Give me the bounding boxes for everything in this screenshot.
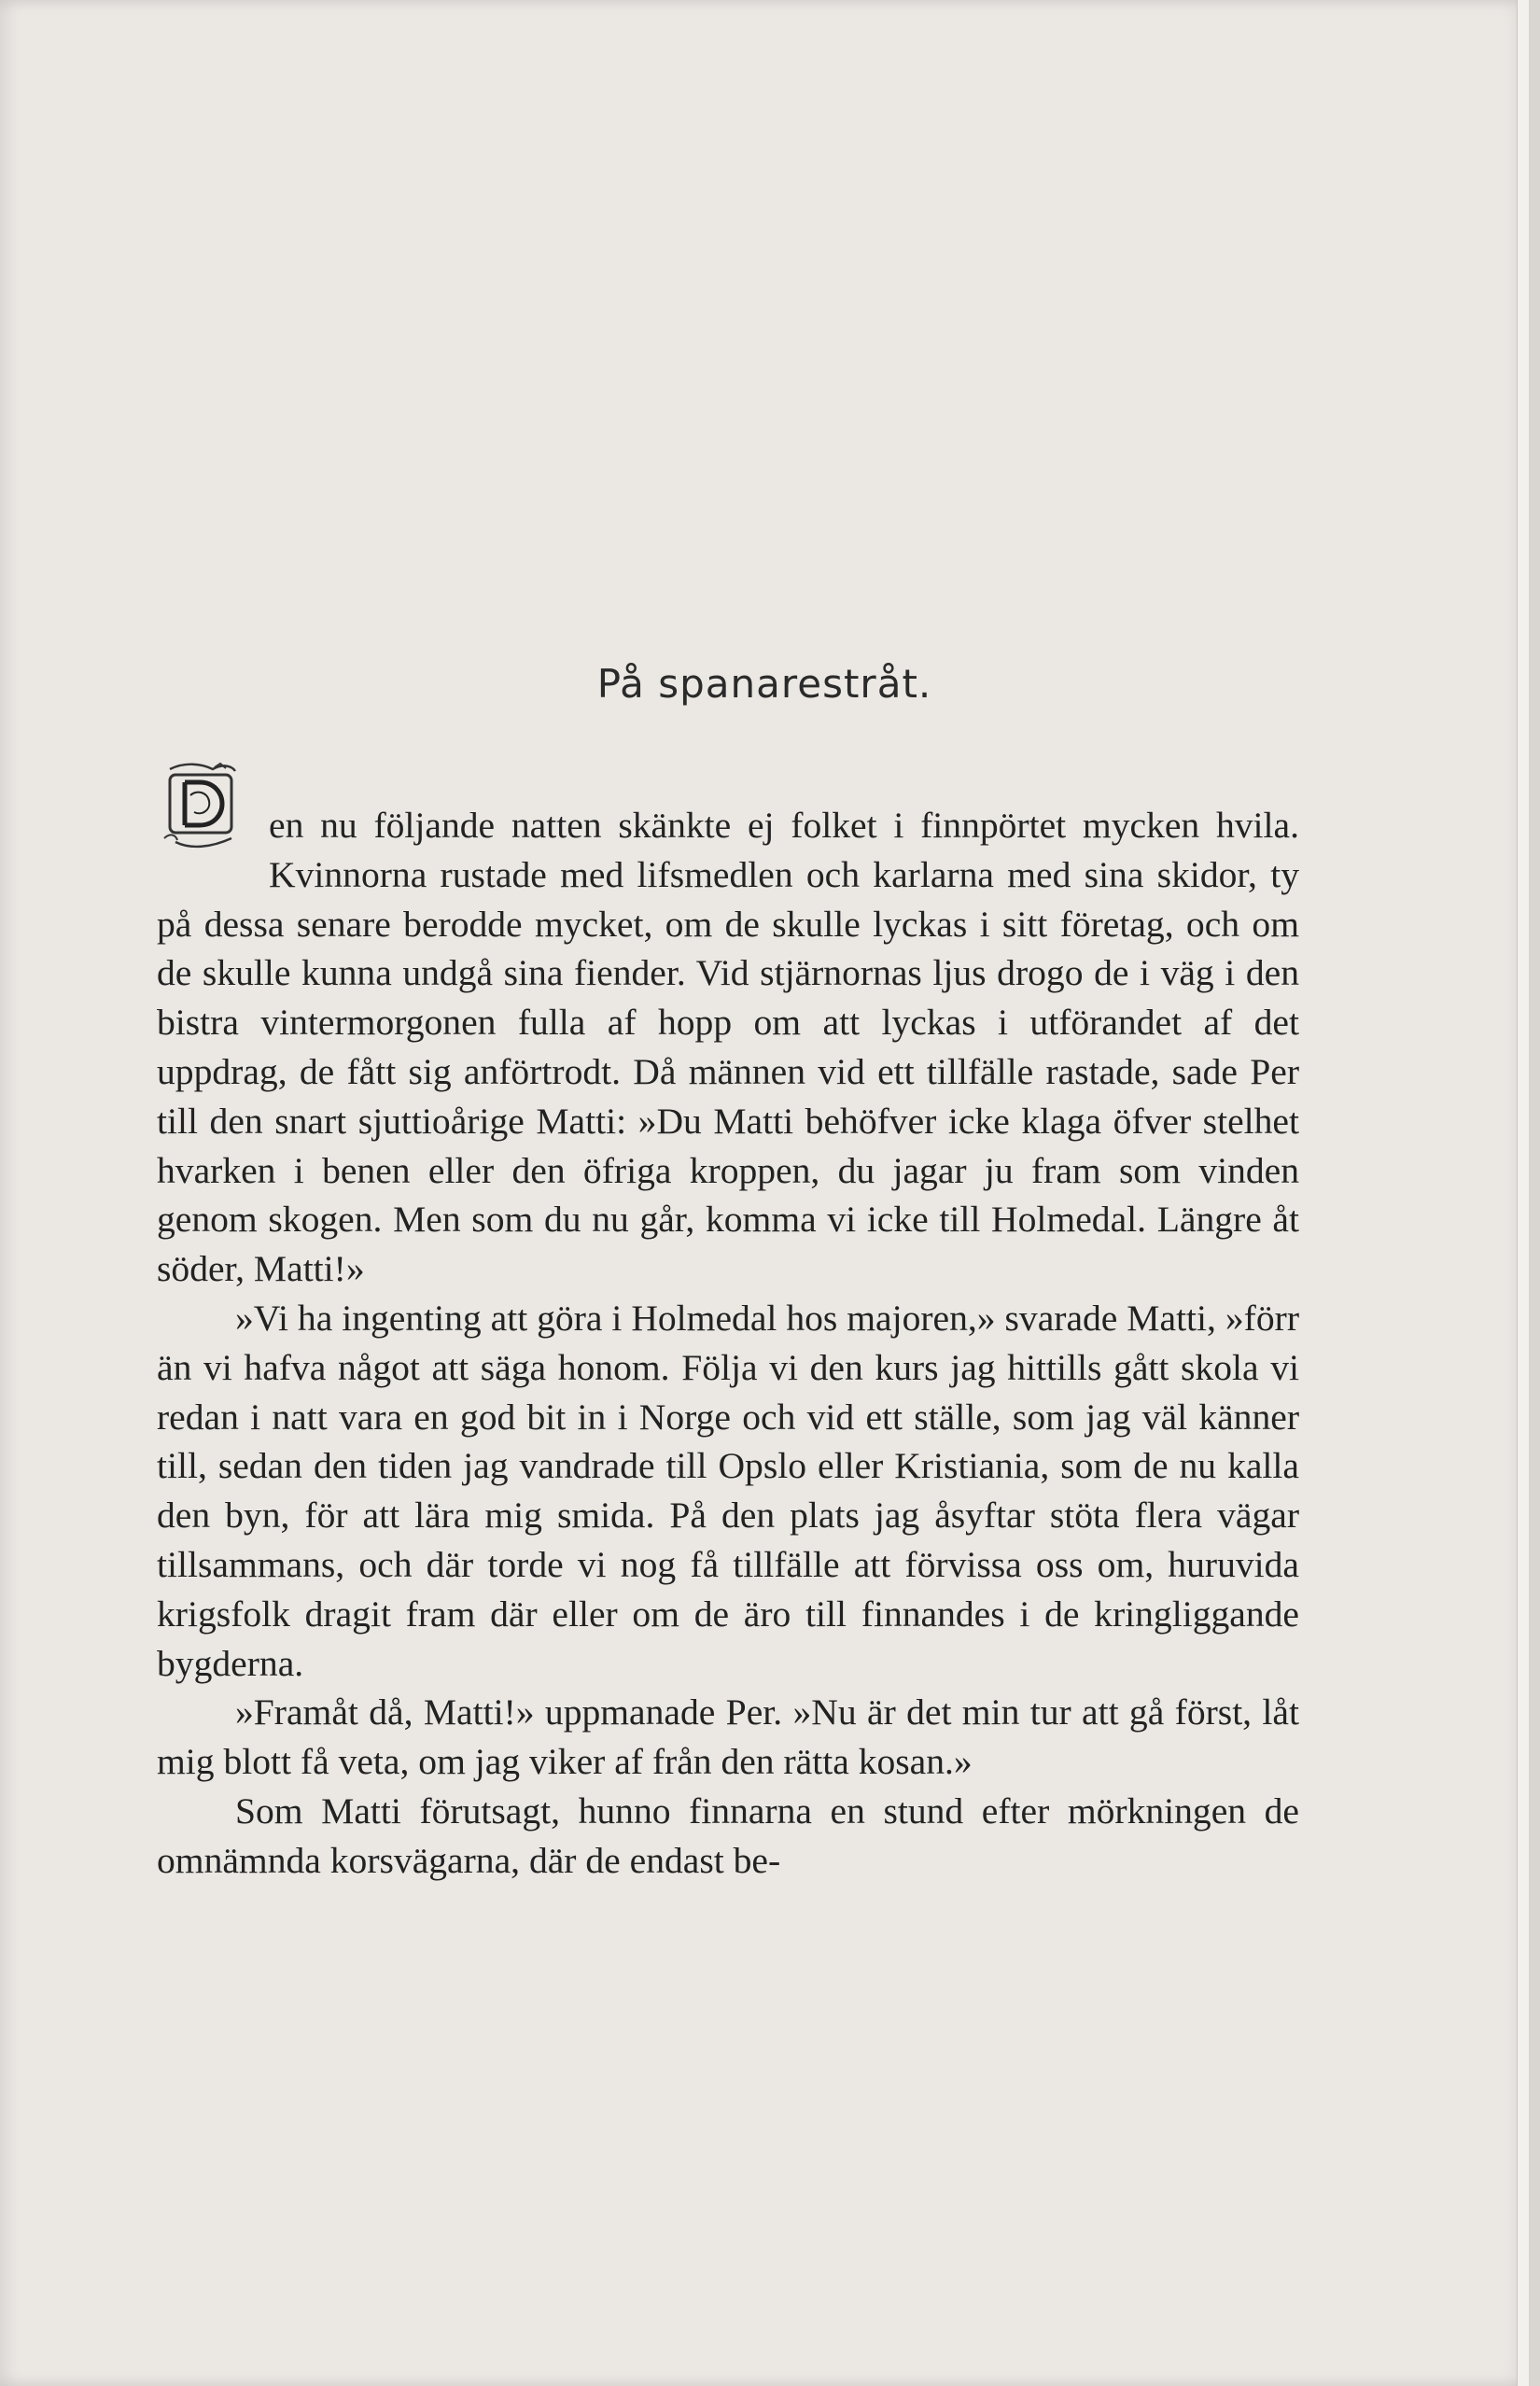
paragraph-3: »Framåt då, Matti!» uppmanade Per. »Nu är det min tur att gå först, låt mig blott få veta, om jag viker af från den rätta kosan.» xyxy=(157,1691,1299,1783)
chapter-title: På spanarestråt. xyxy=(596,661,932,707)
page-edge xyxy=(1517,0,1529,2386)
paragraph-2: »Vi ha ingenting att göra i Holmedal hos majoren,» svarade Matti, »förr än vi hafva något att säga honom. Följa vi den kurs jag hittills gått skola vi redan i natt vara en god bit in i Norge och vid ett ställe, som jag väl känner till, sedan den tiden jag vandrade till Opslo eller Kristiania, som de nu kalla den byn, för att lära mig smida. På den plats jag åsyftar stöta flera vägar tillsammans, och där torde vi nog få tillfälle att förvissa oss om, huruvida krigsfolk dragit fram där eller om de äro till finnandes i de kringliggande bygderna. xyxy=(157,1297,1299,1684)
paragraph-1-text: en nu följande natten skänkte ej folket i finnpörtet mycken hvila. Kvinnorna rustade med lifsmedlen och karlarna med sina skidor, ty på dessa senare berodde mycket, om de skulle lyckas i sitt företag, och om de skulle kunna undgå sina fiender. Vid stjärnornas ljus drogo de i väg i den bistra vintermorgonen fulla af hopp om att lyckas i utförandet af det uppdrag, de fått sig anförtrodt. Då männen vid ett tillfälle rastade, sade Per till den snart sjuttioårige Matti: »Du Matti behöfver icke klaga öfver stelhet hvarken i benen eller den öfriga kroppen, du jagar ju fram som vinden genom skogen. Men som du nu går, komma vi icke till Holmedal. Längre åt söder, Matti!» xyxy=(157,805,1299,1290)
drop-cap-letter xyxy=(201,807,210,821)
chapter-body xyxy=(157,801,1299,1886)
paragraph-4: Som Matti förutsagt, hunno finnarna en stund efter mörkningen de omnämnda korsvägarna, där de endast be- xyxy=(157,1790,1299,1881)
ornamental-drop-cap xyxy=(157,760,259,851)
paragraph-1 xyxy=(157,801,1299,1294)
